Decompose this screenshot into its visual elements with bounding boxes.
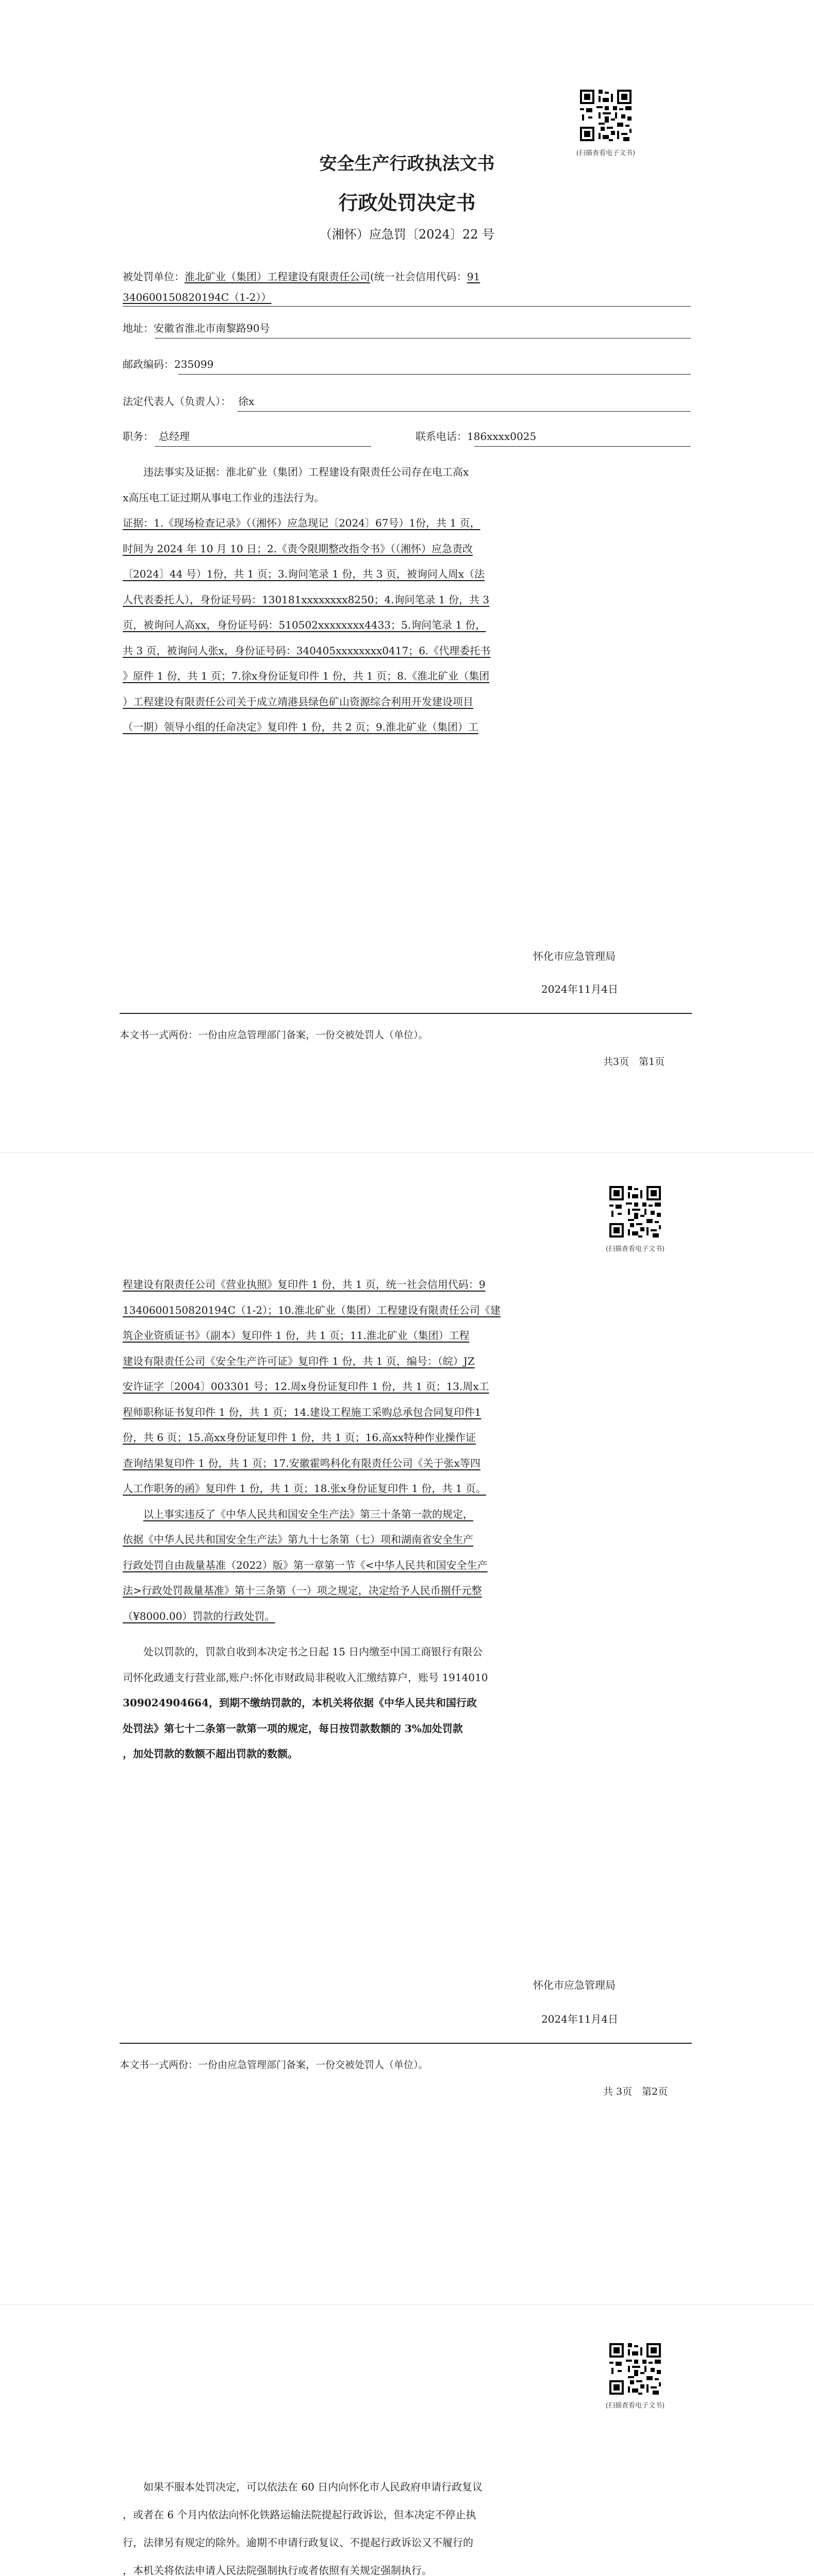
credit-value: 91 (467, 270, 480, 283)
evidence-line: 共 3 页，被询问人张x，身份证号码：340405xxxxxxxx0417；6.《代理委托书 (123, 644, 491, 657)
address-label: 地址： (123, 322, 154, 334)
qr-code-icon (607, 2341, 663, 2397)
evidence-line: 》原件 1 份，共 1 页；7.徐x身份证复印件 1 份，共 1 页；8.《淮北矿业（集团 (123, 670, 490, 682)
evidence-line: 1340600150820194C（1-2）；10.淮北矿业（集团）工程建设有限责任公司《建 (123, 1303, 501, 1316)
evidence-line: 程建设有限责任公司《营业执照》复印件 1 份，共 1 页，统一社会信用代码：9 (123, 1278, 486, 1291)
evidence-line: 筑企业资质证书》（副本）复印件 1 份，共 1 页；11.淮北矿业（集团）工程 (123, 1329, 470, 1342)
evidence-continued (123, 1272, 690, 1767)
evidence-line: 时间为 2024 年 10 月 10 日；2.《责令限期整改指令书》（（湘怀）应急责改 (123, 542, 473, 555)
page-number: 共 3页 第2页 (603, 2086, 668, 2097)
page-1 (0, 0, 814, 1149)
evidence-line: 人工作职务的函》复印件 1 份，共 1 页；18.张x身份证复印件 1 份，共 1 页。 (123, 1482, 486, 1495)
address-value: 安徽省淮北市南黎路90号 (154, 322, 270, 334)
qr-caption: (扫描查看电子文书) (605, 2402, 665, 2410)
legal-rep-label: 法定代表人（负责人）： (123, 395, 231, 408)
page-2 (0, 1153, 814, 2301)
appeal-line: 行，法律另有规定的除外。逾期不申请行政复议、不提起行政诉讼又不履行的 (123, 2536, 473, 2549)
appeal-line: ，或者在 6 个月内依法向怀化铁路运输法院提起行政诉讼，但本决定不停止执 (123, 2509, 476, 2521)
position-label: 职务： (123, 430, 154, 443)
party-value: 淮北矿业（集团）工程建设有限责任公司 (185, 270, 370, 283)
legal-basis-line: 以上事实违反了《中华人民共和国安全生产法》第三十条第一款的规定， (143, 1507, 473, 1520)
evidence-line: 证据：1.《现场检查记录》（（湘怀）应急现记〔2024〕67号）1份，共 1 页， (123, 517, 480, 529)
payment-line: 处以罚款的，罚款自收到本决定书之日起 15 日内缴至中国工商银行有限公 (143, 1646, 483, 1658)
rule (123, 306, 691, 307)
evidence-line: ）工程建设有限责任公司关于成立靖港县绿色矿山资源综合利用开发建设项目 (123, 695, 473, 708)
legal-basis-line: 法>行政处罚裁量基准》第十三条第（一）项之规定，决定给予人民币捌仟元整 (123, 1584, 482, 1597)
doc-series-title: 安全生产行政执法文书 (319, 154, 495, 174)
position-value: 总经理 (159, 430, 190, 443)
footer-rule (120, 2043, 692, 2044)
legal-rep-value: 徐x (238, 395, 255, 408)
position-line (123, 428, 190, 445)
payment-line: ，加处罚款的数额不超出罚款的数额。 (123, 1748, 298, 1760)
qr-caption: (扫描查看电子文书) (576, 149, 636, 157)
party-label: 被处罚单位： (123, 270, 185, 283)
rule (155, 446, 371, 447)
footer-note: 本文书一式两份：一份由应急管理部门备案，一份交被处罚人（单位）。 (120, 1029, 428, 1041)
evidence-line: 安许证字〔2004〕003301 号；12.周x身份证复印件 1 份，共 1 页；13.周x工 (123, 1380, 489, 1393)
phone-value: 186xxxx0025 (467, 430, 537, 443)
party-line (123, 268, 480, 285)
payment-line: 司怀化政通支行营业部,账户:怀化市财政局非税收入汇缴结算户，账号 1914010 (123, 1671, 488, 1684)
appeal-line: ，本机关将依法申请人民法院强制执行或者依照有关规定强制执行。 (123, 2564, 432, 2576)
phone-line (416, 428, 536, 445)
qr-code-icon (607, 1184, 663, 1240)
evidence-line: 查询结果复印件 1 份，共 1 页；17.安徽霍鸣科化有限责任公司《关于张x等四 (123, 1456, 480, 1469)
facts-line: 违法事实及证据：淮北矿业（集团）工程建设有限责任公司存在电工高x (143, 466, 469, 478)
credit-value-cont: 340600150820194C（1-2）） (123, 291, 272, 303)
evidence-line: 份，共 6 页；15.高xx身份证复印件 1 份，共 1 页；16.高xx特种作业操作证 (123, 1431, 476, 1444)
doc-number: （湘怀）应急罚〔2024〕22 号 (319, 227, 495, 242)
payment-line: 处罚法》第七十二条第一款第一项的规定，每日按罚款数额的 3%加处罚款 (123, 1722, 463, 1735)
footer-note: 本文书一式两份：一份由应急管理部门备案，一份交被处罚人（单位）。 (120, 2059, 428, 2071)
spacer (123, 1629, 690, 1639)
doc-title: 行政处罚决定书 (338, 191, 476, 214)
appeal-rights (123, 2473, 690, 2576)
address-line (123, 319, 270, 337)
signing-date: 2024年11月4日 (541, 2013, 619, 2025)
legal-basis-line: 依据《中华人民共和国安全生产法》第九十七条第（七）项和湖南省安全生产 (123, 1533, 473, 1546)
appeal-line: 如果不服本处罚决定，可以依法在 60 日内向怀化市人民政府申请行政复议 (143, 2481, 483, 2493)
rule (237, 411, 691, 412)
signing-authority: 怀化市应急管理局 (533, 950, 616, 962)
legal-basis-line: 行政处罚自由裁量基准（2022）版》第一章第一节《<中华人民共和国安全生产 (123, 1558, 488, 1571)
postcode-value: 235099 (174, 358, 214, 370)
qr-caption: (扫描查看电子文书) (605, 1245, 665, 1253)
legal-rep-line (123, 393, 254, 410)
credit-label: (统一社会信用代码： (370, 270, 467, 283)
evidence-line: 程师职称证书复印件 1 份，共 1 页；14.建设工程施工采购总承包合同复印件1 (123, 1405, 481, 1418)
rule (178, 374, 691, 375)
facts-line: x高压电工证过期从事电工作业的违法行为。 (123, 491, 325, 504)
evidence-line: （一期）领导小组的任命决定》复印件 1 份，共 2 页；9.淮北矿业（集团）工 (123, 721, 478, 733)
rule (474, 446, 691, 447)
phone-label: 联系电话： (416, 430, 467, 443)
postcode-line (123, 355, 213, 373)
page-number: 共3页 第1页 (603, 1056, 665, 1067)
payment-line: 309024904664，到期不缴纳罚款的，本机关将依据《中华人民共和国行政 (123, 1697, 477, 1709)
qr-code-icon (578, 88, 634, 143)
evidence-line: 页，被询问人高xx，身份证号码：510502xxxxxxxx4433；5.询问笔录 1 份， (123, 619, 486, 631)
footer-rule (120, 1013, 692, 1014)
evidence-line: 人代表委托人），身份证号码：130181xxxxxxxx8250；4.询问笔录 1 份，共 3 (123, 593, 490, 606)
signing-authority: 怀化市应急管理局 (533, 1979, 616, 1991)
evidence-line: 建设有限责任公司《安全生产许可证》复印件 1 份，共 1 页，编号：（皖）JZ (123, 1354, 475, 1367)
page-3 (0, 2305, 814, 2576)
legal-basis-line: （¥8000.00）罚款的行政处罚。 (123, 1609, 275, 1622)
signing-date: 2024年11月4日 (541, 983, 619, 995)
evidence-line: 〔2024〕44 号）1份，共 1 页；3.询问笔录 1 份，共 3 页，被询问人周x（法 (123, 568, 485, 580)
violation-facts (123, 460, 690, 740)
postcode-label: 邮政编码： (123, 358, 174, 370)
